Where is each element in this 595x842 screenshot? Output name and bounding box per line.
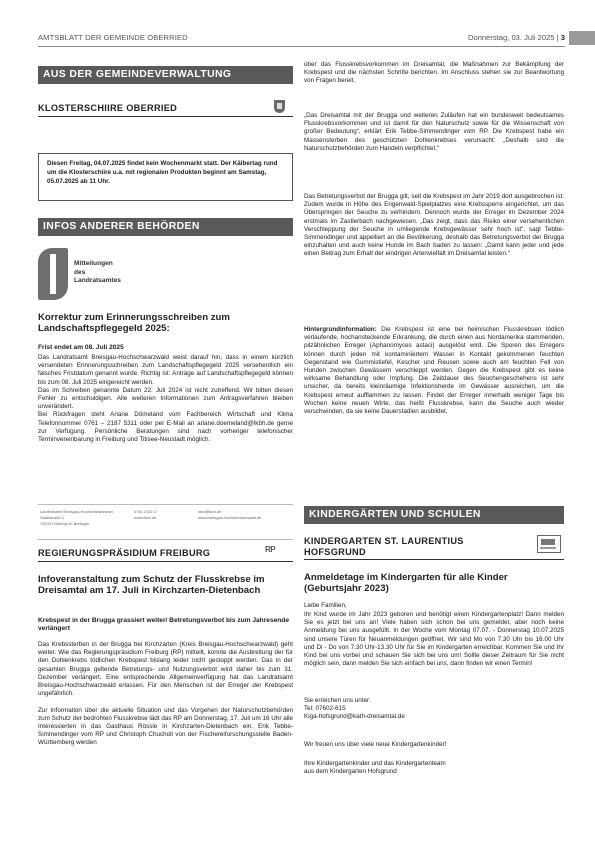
- article-title-landschaftspflege: Korrektur zum Erinnerungsschreiben zum Landschaftspflegegeld 2025:: [38, 312, 230, 335]
- article-continued-p2: „Das Dreisamtal mit der Brugga und weiteren Zuläufen hat ein bundesweit bedeutsames Flusskrebsvorkommen und ist damit für den Naturschutz sowie für die Wissenschaft von großer Bedeutung“, erklärt Erik Tebbe-Simmendinger vom RP. Die Krebspest habe ein Massensterben des geschützten Dohlenkrebses verursacht: „Deshalb sind die Naturschutzbehörden zum Handeln verpflichtet.“: [304, 112, 564, 152]
- publication-title: AMTSBLATT DER GEMEINDE OBERRIED: [38, 33, 188, 42]
- page-tab: [569, 31, 595, 45]
- landratsamt-mark-icon: [38, 248, 68, 300]
- kindergarten-closing: Wir freuen uns über viele neue Kindergartenkinder!: [304, 741, 447, 748]
- page-number: 3: [560, 33, 565, 42]
- crest-icon: [274, 100, 285, 113]
- article-kicker-landschaftspflege: Frist endet am 08. Juli 2025: [38, 344, 124, 351]
- subhead-rule: [304, 559, 564, 560]
- subhead-klosterschiire: KLOSTERSCHIIRE OBERRIED: [38, 103, 178, 113]
- article-continued-p1: über das Flusskrebsvorkommen im Dreisamtal, die Maßnahmen zur Bekämpfung der Krebspest und die nächsten Schritte berichten. Im Anschluss stehen sie zur Beantwortung von Fragen bereit.: [304, 61, 564, 85]
- background-lead: Hintergrundinformation:: [304, 326, 382, 333]
- footer-address: Landratsamt Breisgau-Hochschwarzwald Stadtstraße 2 79104 Freiburg im Breisgau: [40, 509, 113, 526]
- article-kicker-flusskrebse: Krebspest in der Brugga grassiert weiter/ Betretungsverbot bis zum Jahresende verlängert: [38, 617, 290, 633]
- landratsamt-logo-text: Mitteilungen des Landratsamtes: [74, 260, 121, 285]
- kindergarten-body: Ihr Kind wurde im Jahr 2023 geboren und benötigt einen Kindergartenplatz! Dann melden Sie es jetzt bei uns an! Viele haben sich schon bei uns gemeldet, aber noch keine Anmeldung bei uns ausgefüllt. In der Woche vom Montag 07.07. - Donnerstag 10.07.2025 sind unsere Türen für Neuanmeldungen geöffnet. Wir sind Mo von 7.30 Uhr bis 16.00 Uhr und Di - Do von 7.30 Uhr-13.30 Uhr für Sie im Kindergarten erreichbar. Kommen Sie und Ihr Kind bei uns vorbei und schauen Sie sich bei uns um! Sollte dieser Zeitraum für Sie nicht möglich sein, dann melden Sie sich einfach bei uns, dann finden wir einen Termin!: [304, 611, 564, 668]
- section-kindergaerten: KINDERGÄRTEN UND SCHULEN: [304, 506, 564, 524]
- rp-logo: RP: [265, 545, 276, 554]
- section-andere-behoerden: INFOS ANDERER BEHÖRDEN: [38, 218, 293, 236]
- article-body-landschaftspflege: Das Landratsamt Breisgau-Hochschwarzwald weist darauf hin, dass in einem kürzlich versendeten Erinnerungsschreiben zum Landschaftspflegegeld 2025 versehentlich ein falsches Fristdatum genannt wurde. Richtig ist: Anträge auf Landschaftspflegegeld können bis zum 08. Juli 2025 eingereicht werden. Das im Schreiben genannte Datum 22. Juli 2024 ist nicht zutreffend. Wir bitten diesen Fehler zu entschuldigen. Alle weiteren Informationen zum Antragsverfahren bleiben unverändert. Bei Rückfragen steht Ariane Dömeland vom Fachbereich Wirtschaft und Klima Telefonnummer 0761 – 2187 5311 oder per E-Mail an ariane.doemeland@lkbh.de gerne zur Verfügung. Persönliche Beratungen sind nach vorheriger telefonischer Terminvereinbarung in Freiburg und Titisee-Neustadt möglich.: [38, 354, 293, 444]
- issue-date: Donnerstag, 03. Juli 2025 | 3: [467, 33, 565, 42]
- footer-phone: 0761 2187-0 www.lkbh.de: [134, 509, 157, 520]
- subhead-rule: [38, 116, 293, 117]
- kindergarten-signature: Ihre Kindergartenkinder und das Kindergartenteam aus dem Kindergarten Hofsgrund: [304, 760, 446, 776]
- footer-web: info@lkbh.de www.breisgau-hochschwarzwald.de: [198, 509, 262, 520]
- kindergarten-logo-icon: [537, 535, 561, 553]
- article-continued-p3: Das Betretungsverbot der Brugga gilt, seit die Krebspest im Jahr 2019 dort ausgebrochen ist. Zudem wurde in Höhe des Engenwald-Spielplatzes eine Krebssperre eingerichtet, um das Überspringen der Seuche zu verhindern. Dennoch wurde der Erreger im Dezember 2024 erstmals im Zastlerbach nachgewiesen. „Das zeigt, dass das Risiko einer versehentlichen Verschleppung der Seuche in umliegende Krebsgewässer sehr hoch ist“, sagt Tebbe-Simmendinger und appelliert an die Bevölkerung, deshalb das Betretungsverbot der Brugga einzuhalten und auch keine Hunde im Bach baden zu lassen: „Damit kann jeder und jede einen Beitrag zum Erhalt der eindrigen Artenvielfalt im Dreisamtal leisten.“: [304, 193, 564, 258]
- kindergarten-contact: Sie erreichen uns unter: Tel: 07602-615 Kiga-hofsgrund@kath-dreisamtal.de: [304, 697, 405, 721]
- subhead-rule: [38, 561, 293, 562]
- landratsamt-footer: [38, 504, 293, 540]
- subhead-kindergarten-hofsgrund: KINDERGARTEN ST. LAURENTIUS HOFSGRUND: [304, 536, 464, 557]
- kindergarten-greeting: Liebe Familien,: [304, 602, 347, 609]
- header-divider: [38, 46, 565, 47]
- market-notice: Diesen Freitag, 04.07.2025 findet kein Wochenmarkt statt. Der Kälbertag rund um die Klosterschiire u.a. mit regionalen Produkten beginnt am Samstag, 05.07.2025 ab 11 Uhr.: [38, 153, 293, 201]
- article-background-info: [304, 326, 564, 416]
- article-title-flusskrebse: Infoveranstaltung zum Schutz der Flusskrebse im Dreisamtal am 17. Juli in Kirchzarten-Dietenbach: [38, 574, 265, 597]
- section-gemeindeverwaltung: AUS DER GEMEINDEVERWALTUNG: [38, 66, 293, 84]
- running-header: [38, 31, 595, 45]
- landratsamt-logo: [38, 248, 128, 304]
- subhead-regierungspraesidium: REGIERUNGSPRÄSIDIUM FREIBURG: [38, 548, 211, 558]
- article-title-anmeldetage: Anmeldetage im Kindergarten für alle Kinder (Geburtsjahr 2023): [304, 572, 508, 595]
- article-body-flusskrebse: Das Krebssterben in der Brugga bei Kirchzarten (Kreis Breisgau-Hochschwarzwald) geht weiter. Wie das Regierungspräsidium Freiburg (RP) mitteilt, konnte die Ausbreitung der für den Dohlenkrebs tödlichen Krebspest bislang leider nicht gestoppt werden. Das in der gesamten Brugga geltende Betretungs- und Nutzungsverbot wird daher bis zum 31. Dezember verlängert. Eine entsprechende Allgemeinverfügung hat das Landratsamt Breisgau-Hochschwarzwald erlassen. Für den Menschen ist der Erreger der Krebspest ungefährlich. Zur Information über die aktuelle Situation und das Vorgehen der Naturschutzbehörden zum Schutz der bedrohten Flusskrebse lädt das RP am Donnerstag, 17. Juli um 16 Uhr alle Interessierten in das Gasthaus Rössle in Kirchzarten-Dietenbach ein. Erik Tebbe-Simmendinger vom RP und Christoph Chucholl von der Fischereiforschungsstelle Baden-Württemberg werden: [38, 641, 293, 747]
- background-text: Die Krebspest ist eine bei heimischen Flusskrebsen tödlich verlaufende, hochansteckende Erkrankung, die durch einen aus Nordamerika stammenden, pilzähnlichen Erreger (Aphanomyces astaci) ausgelöst wird. Die Sporen des Erregers können durch jeden mit kontaminiertem Wasser in Kontakt gekommenen feuchten Gegenstand wie Gummistiefel, Kescher und Reusen sowie auch am feuchten Fell von Hunden zwischen Gewässern verschleppt werden. Gegen die Krebspest gibt es keine wirksame Behandlung oder Impfung. Die Zeitdauer des Seuchengeschehens ist sehr unsicher, da bereits kleinräumige Infektionsherde im Gewässer ausreichen, um die Krebspest erneut aufflammen zu lassen. Findet der Erreger innerhalb weniger Tage bis Wochen keine neuen Wirte, das heißt Flusskrebse, kann die Seuche auch wieder verschwinden, da sie keine Dauerstadien ausbildet.: [304, 326, 564, 416]
